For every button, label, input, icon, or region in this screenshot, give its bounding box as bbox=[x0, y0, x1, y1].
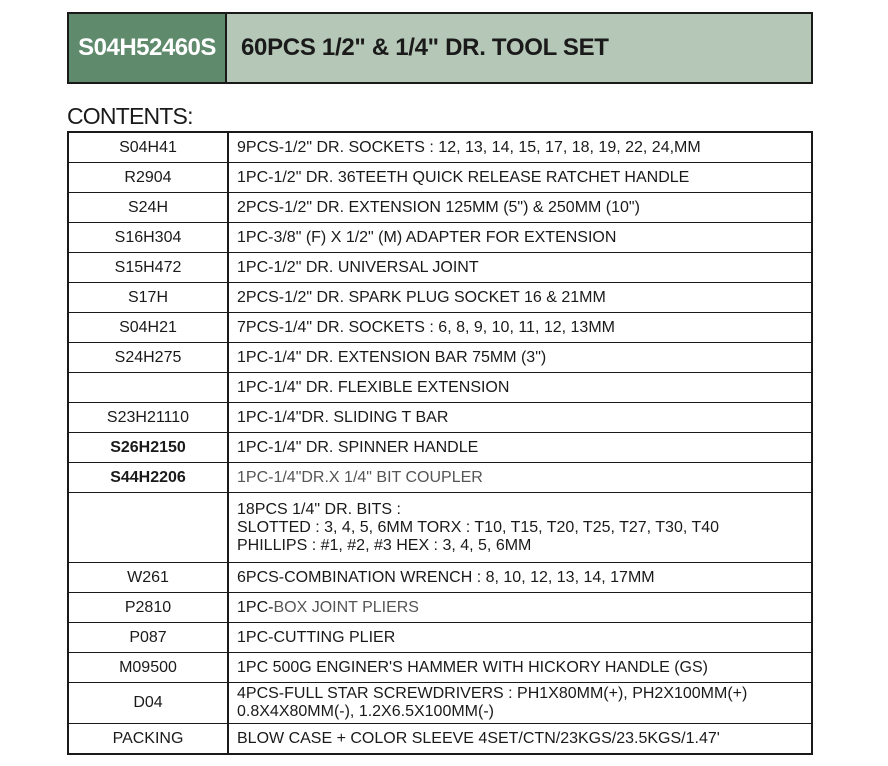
item-code: W261 bbox=[68, 563, 228, 593]
item-description: 9PCS-1/2" DR. SOCKETS : 12, 13, 14, 15, 17, 18, 19, 22, 24,MM bbox=[228, 132, 812, 163]
set-code: S04H52460S bbox=[69, 14, 227, 82]
item-description: 2PCS-1/2" DR. EXTENSION 125MM (5") & 250MM (10") bbox=[228, 193, 812, 223]
table-row bbox=[68, 373, 812, 403]
table-row bbox=[68, 313, 812, 343]
item-description-name: BOX JOINT PLIERS bbox=[273, 598, 419, 616]
table-row bbox=[68, 724, 812, 755]
item-code: S04H21 bbox=[68, 313, 228, 343]
table-row bbox=[68, 163, 812, 193]
item-code: P2810 bbox=[68, 593, 228, 623]
item-code: S24H bbox=[68, 193, 228, 223]
item-description: 4PCS-FULL STAR SCREWDRIVERS : PH1X80MM(+), PH2X100MM(+) 0.8X4X80MM(-), 1.2X6.5X100MM(-) bbox=[228, 683, 812, 724]
table-row bbox=[68, 253, 812, 283]
item-code: S23H21110 bbox=[68, 403, 228, 433]
table-row bbox=[68, 593, 812, 623]
item-code: P087 bbox=[68, 623, 228, 653]
title-banner bbox=[67, 12, 813, 84]
item-description: 1PC-1/4" DR. FLEXIBLE EXTENSION bbox=[228, 373, 812, 403]
item-code: D04 bbox=[68, 683, 228, 724]
item-description: 1PC-1/2" DR. 36TEETH QUICK RELEASE RATCHET HANDLE bbox=[228, 163, 812, 193]
item-code: S04H41 bbox=[68, 132, 228, 163]
item-code: S26H2150 bbox=[68, 433, 228, 463]
item-description: 1PC-3/8" (F) X 1/2" (M) ADAPTER FOR EXTENSION bbox=[228, 223, 812, 253]
item-code: S44H2206 bbox=[68, 463, 228, 493]
table-row bbox=[68, 223, 812, 253]
item-description: 1PC-1/4" DR. EXTENSION BAR 75MM (3") bbox=[228, 343, 812, 373]
item-description: 1PC-1/2" DR. UNIVERSAL JOINT bbox=[228, 253, 812, 283]
item-code: S16H304 bbox=[68, 223, 228, 253]
item-description: 1PC-1/4"DR.X 1/4" BIT COUPLER bbox=[228, 463, 812, 493]
table-row bbox=[68, 132, 812, 163]
set-title: 60PCS 1/2" & 1/4" DR. TOOL SET bbox=[227, 14, 811, 82]
table-row bbox=[68, 403, 812, 433]
item-code bbox=[68, 373, 228, 403]
contents-table bbox=[67, 131, 813, 755]
item-description: 1PC-CUTTING PLIER bbox=[228, 623, 812, 653]
item-description: 2PCS-1/2" DR. SPARK PLUG SOCKET 16 & 21MM bbox=[228, 283, 812, 313]
table-row bbox=[68, 653, 812, 683]
item-description: 1PC 500G ENGINER'S HAMMER WITH HICKORY HANDLE (GS) bbox=[228, 653, 812, 683]
item-code: S15H472 bbox=[68, 253, 228, 283]
item-code bbox=[68, 493, 228, 563]
table-row bbox=[68, 563, 812, 593]
item-description: BLOW CASE + COLOR SLEEVE 4SET/CTN/23KGS/23.5KGS/1.47' bbox=[228, 724, 812, 755]
table-row bbox=[68, 283, 812, 313]
contents-heading: CONTENTS: bbox=[67, 103, 193, 129]
item-code: PACKING bbox=[68, 724, 228, 755]
table-row bbox=[68, 463, 812, 493]
item-code: S17H bbox=[68, 283, 228, 313]
table-row bbox=[68, 493, 812, 563]
item-description: 1PC-1/4"DR. SLIDING T BAR bbox=[228, 403, 812, 433]
item-description: 18PCS 1/4" DR. BITS : SLOTTED : 3, 4, 5, 6MM TORX : T10, T15, T20, T25, T27, T30, T40 PHILLIPS : #1, #2, #3 HEX : 3, 4, 5, 6MM bbox=[228, 493, 812, 563]
item-code: M09500 bbox=[68, 653, 228, 683]
item-description-prefix: 1PC- bbox=[237, 598, 274, 616]
item-description: 7PCS-1/4" DR. SOCKETS : 6, 8, 9, 10, 11, 12, 13MM bbox=[228, 313, 812, 343]
item-description bbox=[228, 593, 812, 623]
table-row bbox=[68, 343, 812, 373]
item-description: 1PC-1/4" DR. SPINNER HANDLE bbox=[228, 433, 812, 463]
table-row bbox=[68, 433, 812, 463]
item-code: R2904 bbox=[68, 163, 228, 193]
table-row bbox=[68, 193, 812, 223]
item-code: S24H275 bbox=[68, 343, 228, 373]
item-description: 6PCS-COMBINATION WRENCH : 8, 10, 12, 13, 14, 17MM bbox=[228, 563, 812, 593]
table-row bbox=[68, 683, 812, 724]
table-row bbox=[68, 623, 812, 653]
